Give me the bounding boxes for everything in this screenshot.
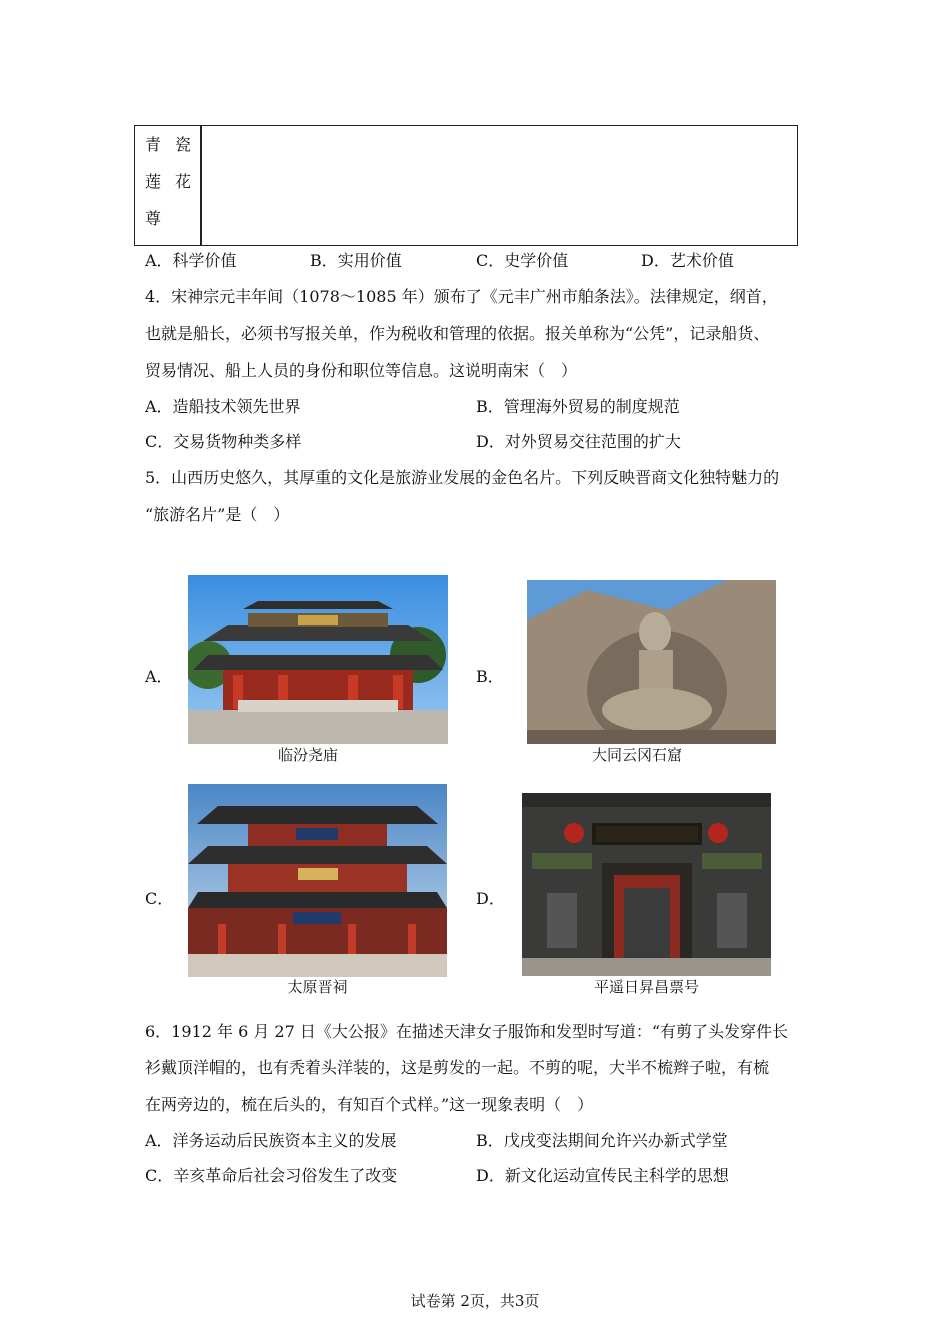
q6-stem-line: 衫戴顶洋帽的，也有秃着头洋装的，这是剪发的一起。不剪的呢，大半不梳辫子啦，有梳 — [145, 1058, 770, 1077]
table-label-char: 青 — [145, 135, 162, 154]
table-divider — [200, 125, 202, 246]
q5-option-b-letter[interactable]: B． — [476, 667, 504, 686]
yaomiao-temple-photo[interactable] — [188, 575, 448, 744]
q3-option-b[interactable]: B．实用价值 — [310, 251, 402, 270]
q6-stem-line: 在两旁边的，梳在后头的，有知百个式样。”这一现象表明（ ） — [145, 1095, 594, 1114]
q4-option-a[interactable]: A．造船技术领先世界 — [145, 397, 301, 416]
table-label-char: 莲 — [145, 172, 162, 191]
table-label-char: 瓷 — [175, 135, 192, 154]
q5-image-a-caption: 临汾尧庙 — [277, 747, 338, 764]
page-footer: 试卷第 2页，共3页 — [410, 1292, 540, 1310]
q4-stem-line: 贸易情况、船上人员的身份和职位等信息。这说明南宋（ ） — [145, 361, 578, 380]
jinci-pavilion-photo[interactable] — [188, 784, 447, 977]
q5-option-d-letter[interactable]: D． — [476, 889, 505, 908]
q4-option-d[interactable]: D．对外贸易交往范围的扩大 — [476, 432, 681, 451]
rishengchang-piaohao-photo[interactable] — [522, 793, 771, 976]
q5-option-c-letter[interactable]: C． — [145, 889, 174, 908]
artifact-table — [134, 125, 798, 246]
q3-option-c[interactable]: C．史学价值 — [476, 251, 569, 270]
yungang-grottoes-photo[interactable] — [527, 580, 776, 744]
q3-option-d[interactable]: D．艺术价值 — [641, 251, 734, 270]
table-label-char: 花 — [175, 172, 192, 191]
q4-stem-line: 也就是船长，必须书写报关单，作为税收和管理的依据。报关单称为“公凭”，记录船货、 — [145, 324, 770, 343]
q4-option-c[interactable]: C．交易货物种类多样 — [145, 432, 302, 451]
q6-stem-line: 6．1912 年 6 月 27 日《大公报》在描述天津女子服饰和发型时写道：“有剪了头发穿件长 — [145, 1022, 789, 1041]
q5-image-c-caption: 太原晋祠 — [287, 979, 348, 996]
q5-image-b-caption: 大同云冈石窟 — [591, 747, 682, 764]
table-label-char: 尊 — [145, 209, 162, 228]
q3-option-a[interactable]: A．科学价值 — [145, 251, 237, 270]
q5-image-d-caption: 平遥日昇昌票号 — [593, 979, 699, 996]
q6-option-c[interactable]: C．辛亥革命后社会习俗发生了改变 — [145, 1166, 398, 1185]
q5-stem-line: 5．山西历史悠久，其厚重的文化是旅游业发展的金色名片。下列反映晋商文化独特魅力的 — [145, 468, 780, 487]
q5-stem-line: “旅游名片”是（ ） — [145, 505, 290, 524]
q6-option-a[interactable]: A．洋务运动后民族资本主义的发展 — [145, 1131, 397, 1150]
q6-option-b[interactable]: B．戊戌变法期间允许兴办新式学堂 — [476, 1131, 728, 1150]
q4-option-b[interactable]: B．管理海外贸易的制度规范 — [476, 397, 680, 416]
q4-stem-line: 4．宋神宗元丰年间（1078～1085 年）颁布了《元丰广州市舶条法》。法律规定，纲首， — [145, 287, 778, 306]
q6-option-d[interactable]: D．新文化运动宣传民主科学的思想 — [476, 1166, 729, 1185]
q5-option-a-letter[interactable]: A． — [145, 667, 173, 686]
